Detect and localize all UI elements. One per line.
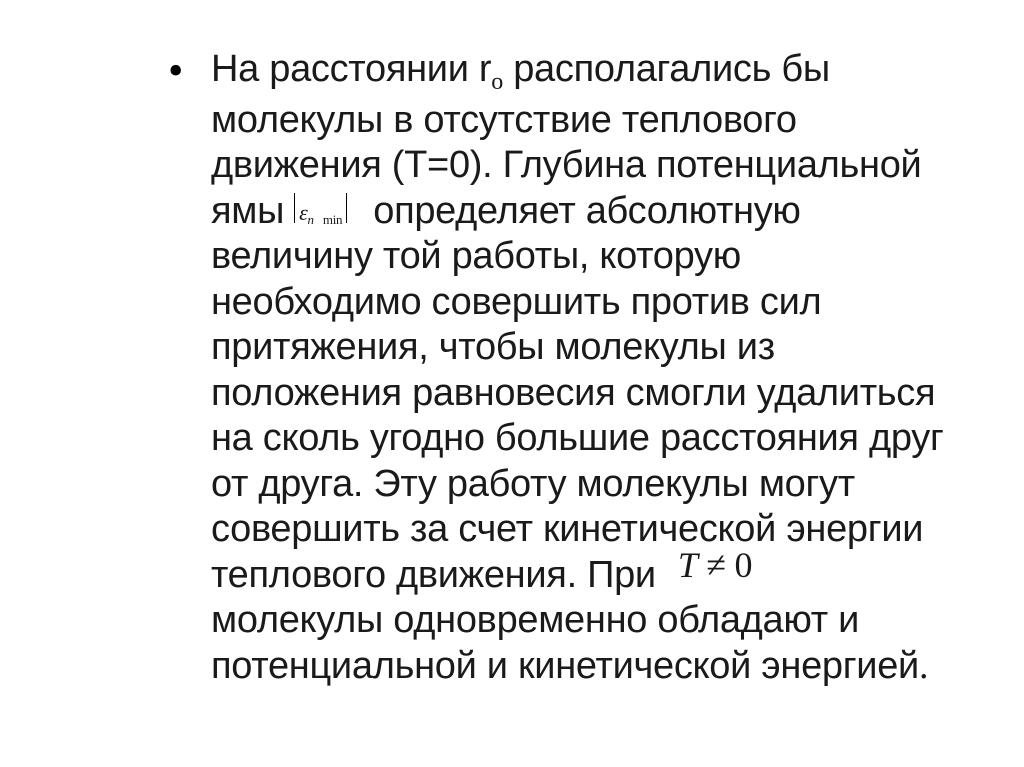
bullet-paragraph [211,47,1001,689]
text-line-12: теплового движения. При T ≠ 0 [211,544,753,596]
subscript-o: o [491,69,503,95]
text-line-13: молекулы одновременно обладают и [211,599,860,641]
text-line-9: на сколь угодно большие расстояния друг [211,417,944,459]
text-line-2: молекулы в отсутствие теплового [211,98,797,141]
t-not-zero-formula: T ≠ 0 [677,544,753,585]
bullet-marker: • [168,46,184,95]
text-line-6: необходимо совершить против сил [211,280,822,323]
text-line-5: величину той работы, которую [211,235,741,277]
epsilon-min-formula: εn min [294,193,347,223]
text-line-1: На расстоянии $r_o$ располагались бы [211,48,830,95]
text-line-4: ямы εn min определяет абсолютную [211,189,801,232]
text-line-11: совершить за счет кинетической энергии [211,508,924,550]
text-line-8: положения равновесия смогли удалиться [211,371,936,414]
text-line-10: от друга. Эту работу молекулы могут [211,462,855,505]
text-line-14: потенциальной и кинетической энергией. [211,644,929,687]
text-line-7: притяжения, чтобы молекулы из [211,326,775,368]
text-line-3: движения (Т=0). Глубина потенциальной [211,144,922,186]
